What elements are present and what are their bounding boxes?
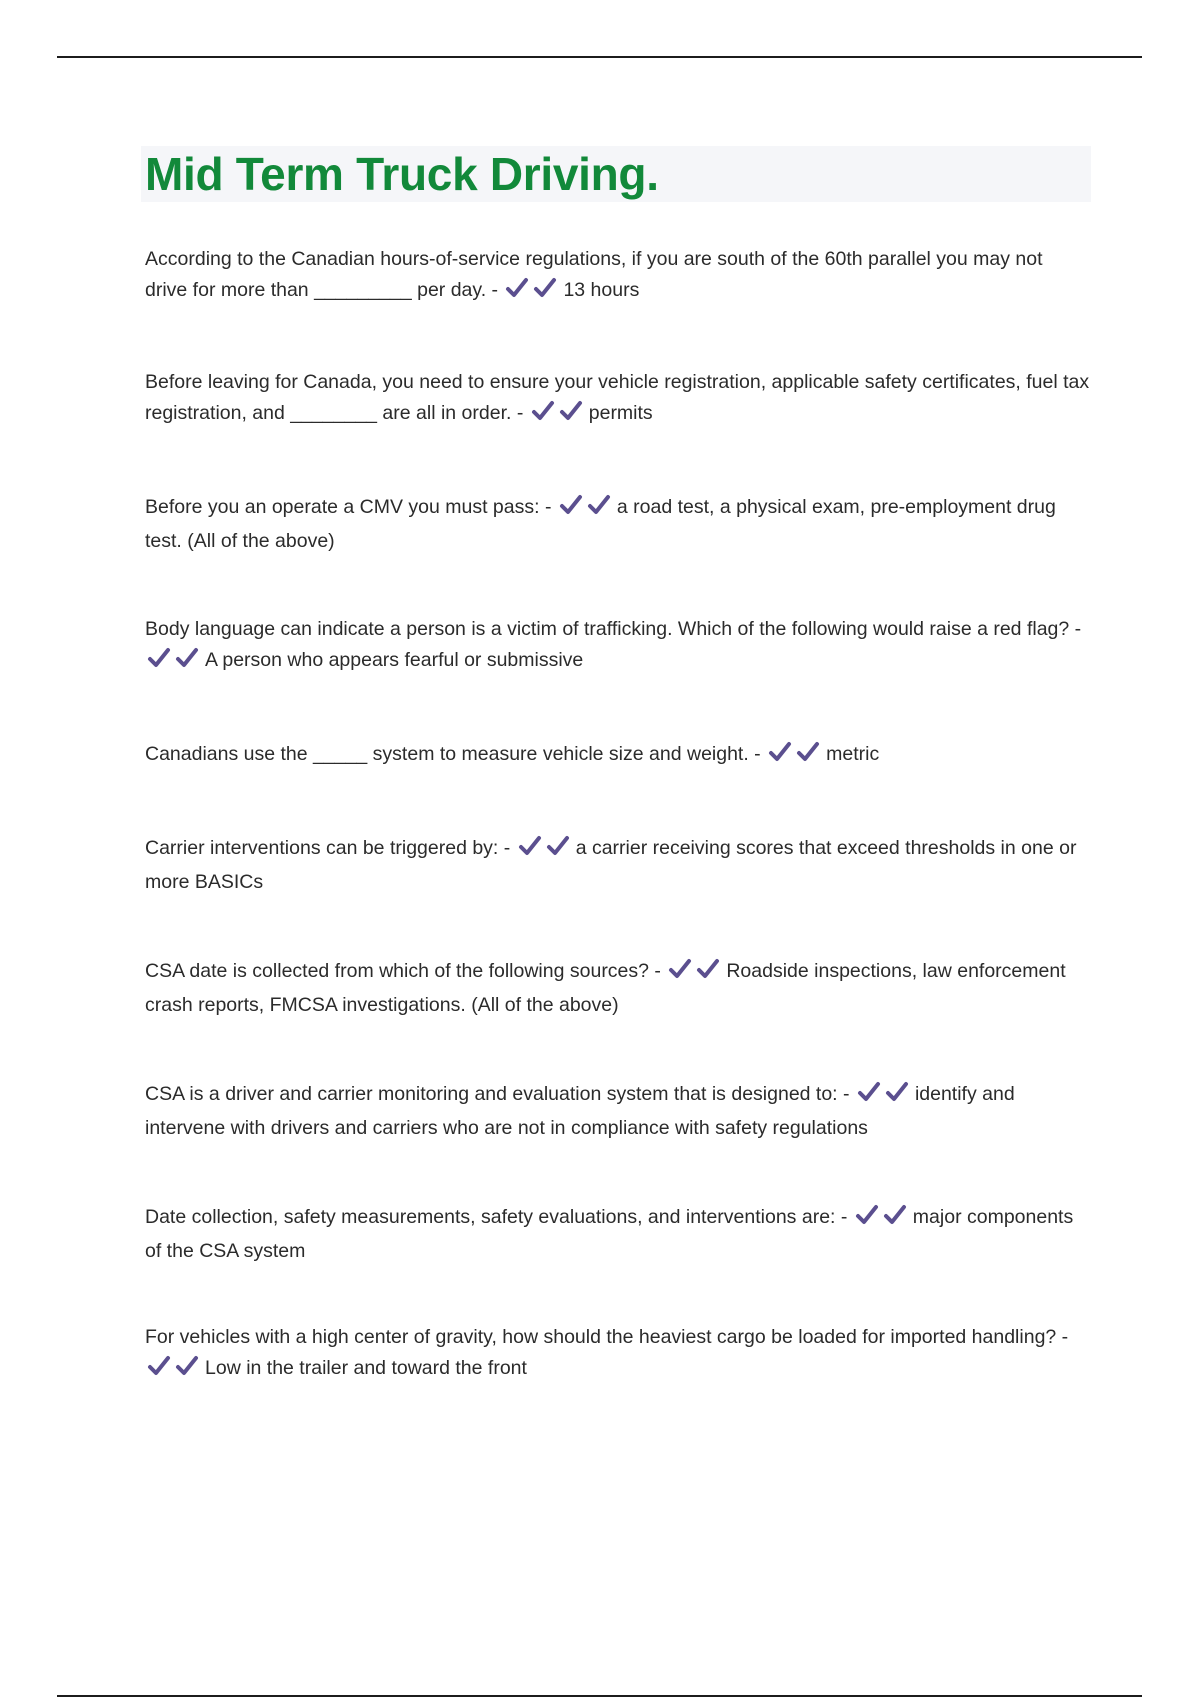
- qa-item-4: [145, 614, 1090, 679]
- check-mark-icon: [885, 1081, 909, 1103]
- answer-text: Roadside inspections, law enforcement crash reports, FMCSA investigations. (All of the above): [145, 960, 1066, 1016]
- qa-item-2: [145, 367, 1090, 432]
- check-mark-icon: [559, 400, 583, 422]
- question-text: Date collection, safety measurements, safety evaluations, and interventions are: -: [145, 1206, 848, 1228]
- answer-text: permits: [588, 402, 653, 424]
- check-mark-icon: [505, 277, 529, 299]
- answer-text: A person who appears fearful or submissive: [205, 649, 584, 671]
- double-check-icon: [668, 958, 724, 990]
- check-mark-icon: [546, 835, 570, 857]
- answer-text: 13 hours: [563, 279, 640, 301]
- double-check-icon: [505, 277, 561, 309]
- check-mark-icon: [883, 1204, 907, 1226]
- double-check-icon: [855, 1204, 911, 1236]
- check-mark-icon: [559, 494, 583, 516]
- qa-item-5: [145, 739, 1090, 773]
- check-mark-icon: [857, 1081, 881, 1103]
- check-mark-icon: [696, 958, 720, 980]
- qa-item-9: [145, 1202, 1090, 1267]
- double-check-icon: [531, 400, 587, 432]
- check-mark-icon: [855, 1204, 879, 1226]
- answer-text: metric: [826, 743, 880, 765]
- double-check-icon: [518, 835, 574, 867]
- qa-item-3: [145, 492, 1090, 557]
- check-mark-icon: [796, 741, 820, 763]
- double-check-icon: [559, 494, 615, 526]
- check-mark-icon: [147, 1355, 171, 1377]
- answer-text: a carrier receiving scores that exceed thresholds in one or more BASICs: [145, 837, 1077, 893]
- check-mark-icon: [147, 647, 171, 669]
- double-check-icon: [768, 741, 824, 773]
- answer-text: a road test, a physical exam, pre-employment drug test. (All of the above): [145, 496, 1056, 552]
- question-text: Canadians use the _____ system to measure vehicle size and weight. -: [145, 743, 761, 765]
- question-text: According to the Canadian hours-of-service regulations, if you are south of the 60th parallel you may not drive for more than _________ per day. -: [145, 248, 1043, 301]
- question-text: Before you an operate a CMV you must pass: -: [145, 496, 552, 518]
- top-rule: [57, 56, 1142, 58]
- qa-item-8: [145, 1079, 1090, 1144]
- check-mark-icon: [533, 277, 557, 299]
- qa-item-7: [145, 956, 1090, 1021]
- check-mark-icon: [668, 958, 692, 980]
- question-text: CSA is a driver and carrier monitoring and evaluation system that is designed to: -: [145, 1083, 850, 1105]
- question-text: CSA date is collected from which of the following sources? -: [145, 960, 661, 982]
- qa-item-1: [145, 244, 1090, 309]
- answer-text: major components of the CSA system: [145, 1206, 1074, 1262]
- question-text: Before leaving for Canada, you need to ensure your vehicle registration, applicable safety certificates, fuel tax registration, and ________ are all in order. -: [145, 371, 1090, 424]
- bottom-rule: [57, 1695, 1142, 1697]
- qa-item-6: [145, 833, 1090, 898]
- double-check-icon: [147, 1355, 203, 1387]
- answer-text: Low in the trailer and toward the front: [205, 1357, 527, 1379]
- question-text: For vehicles with a high center of gravity, how should the heaviest cargo be loaded for imported handling? -: [145, 1326, 1069, 1348]
- question-text: Body language can indicate a person is a victim of trafficking. Which of the following would raise a red flag? -: [145, 618, 1082, 640]
- question-text: Carrier interventions can be triggered by: -: [145, 837, 511, 859]
- check-mark-icon: [518, 835, 542, 857]
- check-mark-icon: [175, 647, 199, 669]
- check-mark-icon: [175, 1355, 199, 1377]
- double-check-icon: [147, 647, 203, 679]
- answer-text: identify and intervene with drivers and carriers who are not in compliance with safety regulations: [145, 1083, 1015, 1139]
- page-title: Mid Term Truck Driving.: [145, 148, 659, 200]
- check-mark-icon: [587, 494, 611, 516]
- check-mark-icon: [531, 400, 555, 422]
- check-mark-icon: [768, 741, 792, 763]
- qa-item-10: [145, 1322, 1090, 1387]
- double-check-icon: [857, 1081, 913, 1113]
